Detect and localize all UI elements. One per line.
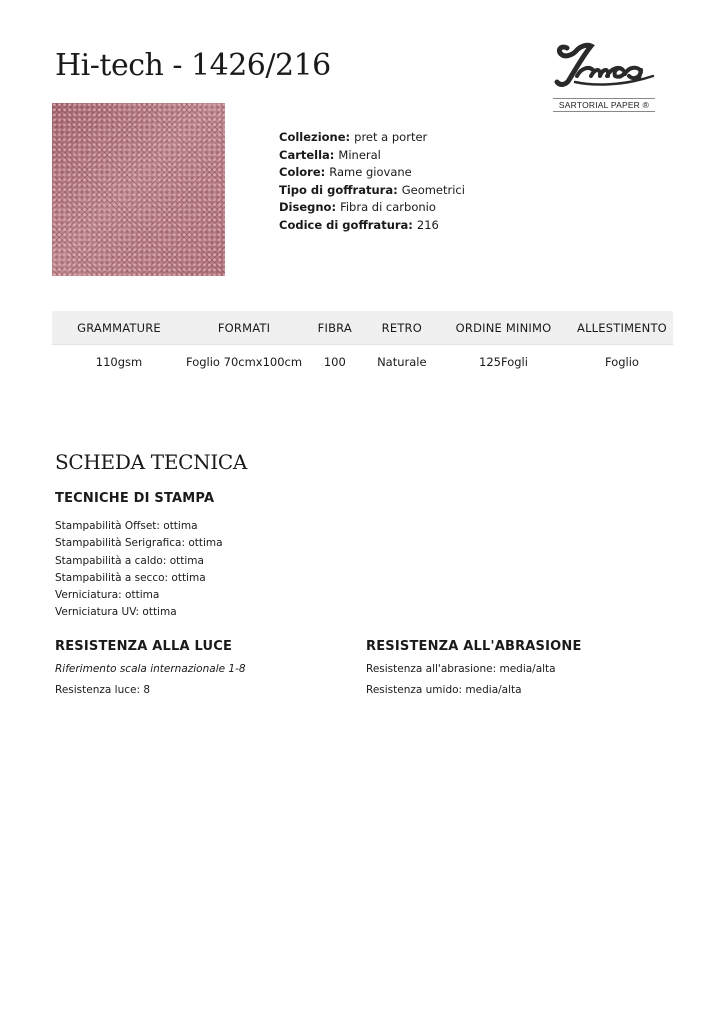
list-item: Resistenza luce: 8 [55,684,151,696]
list-item: Resistenza all'abrasione: media/alta [366,663,556,675]
list-item: Stampabilità Offset: ottima [55,520,198,532]
spec-cartella: Cartella: Mineral [279,147,381,162]
table-cell: 100 [302,345,368,379]
logo-subtitle: SARTORIAL PAPER ® [553,98,655,112]
table-cell: 110gsm [52,345,186,379]
table-row [52,345,673,379]
spec-colore: Colore: Rame giovane [279,165,412,179]
brand-logo [553,36,659,114]
list-item: Verniciatura UV: ottima [55,606,177,619]
product-title: Hi-tech - 1426/216 [55,48,331,84]
table-cell: 125Fogli [436,345,571,379]
list-item: Resistenza umido: media/alta [366,684,522,696]
spec-collezione: Collezione: pret a porter [279,130,428,144]
product-table [52,311,673,378]
tecniche-stampa-heading: TECNICHE DI STAMPA [55,491,215,506]
tecniche-stampa-list [55,518,223,622]
resistenza-luce-heading: RESISTENZA ALLA LUCE [55,639,233,654]
table-header: RETRO [368,311,436,345]
product-specs [279,129,465,234]
scale-note: Riferimento scala internazionale 1-8 [55,663,246,675]
list-item: Stampabilità Serigrafica: ottima [55,537,223,550]
table-header-row [52,311,673,345]
table-cell: Naturale [368,345,436,379]
resistenza-luce-list [55,659,246,701]
table-header: ORDINE MINIMO [436,311,571,345]
paper-swatch-image [52,103,225,276]
spec-codice-goffratura: Codice di goffratura: 216 [279,217,439,232]
table-header: FORMATI [186,311,302,345]
list-item: Verniciatura: ottima [55,589,160,602]
spec-disegno: Disegno: Fibra di carbonio [279,200,436,214]
table-header: ALLESTIMENTO [571,311,673,345]
list-item: Stampabilità a secco: ottima [55,571,206,584]
table-cell: Foglio [571,345,673,379]
list-item: Stampabilità a caldo: ottima [55,554,204,567]
scheda-tecnica-title: SCHEDA TECNICA [55,450,248,474]
spec-tipo-goffratura: Tipo di goffratura: Geometrici [279,182,465,197]
resistenza-abrasione-heading: RESISTENZA ALL'ABRASIONE [366,639,582,654]
icma-logo-icon [553,36,657,94]
resistenza-abrasione-list [366,659,556,701]
table-header: FIBRA [302,311,368,345]
table-header: GRAMMATURE [52,311,186,345]
table-cell: Foglio 70cmx100cm [186,345,302,379]
